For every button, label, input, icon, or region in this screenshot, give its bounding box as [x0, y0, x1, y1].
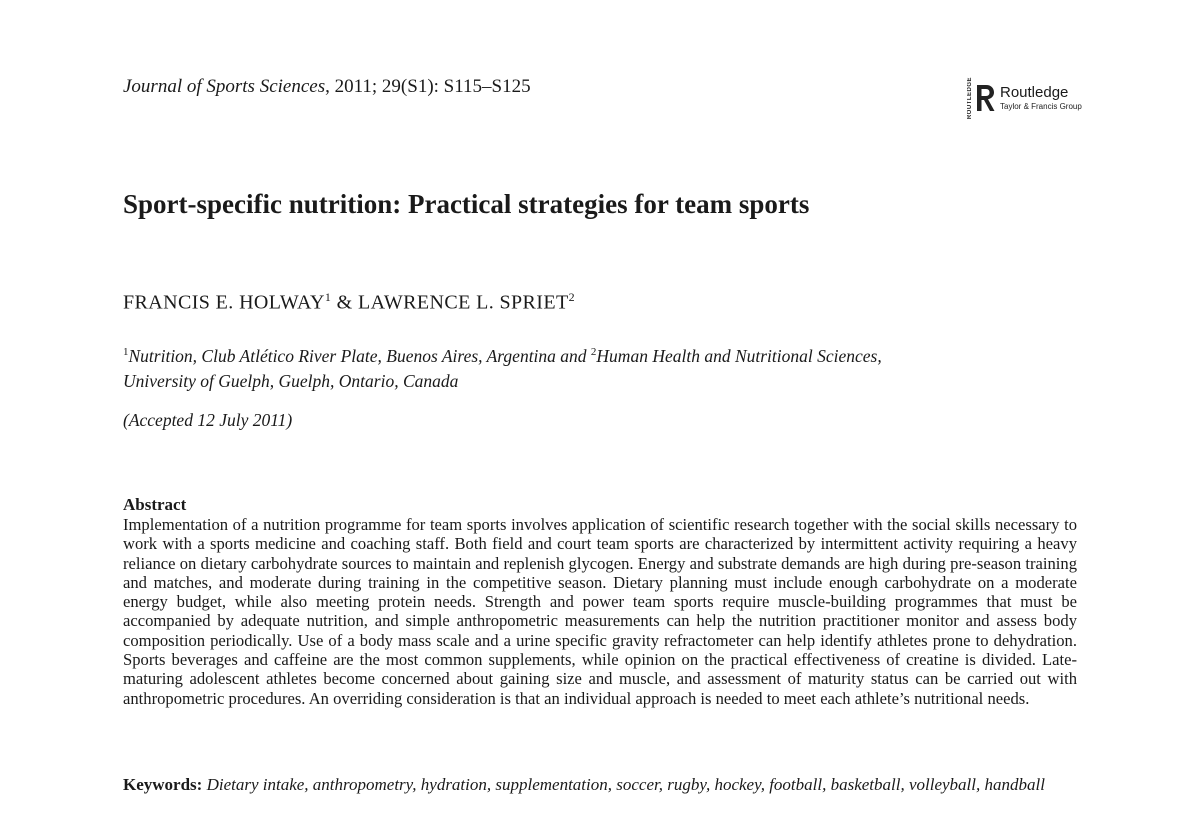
affiliation-marker: 1 [123, 346, 129, 358]
author-affiliation-marker: 1 [324, 290, 332, 304]
publisher-logo [967, 76, 1082, 120]
article-title: Sport-specific nutrition: Practical strategies for team sports [123, 189, 810, 219]
journal-citation [123, 76, 531, 98]
affiliation-text: Nutrition, Club Atlético River Plate, Buenos Aires, Argentina and [128, 345, 591, 366]
abstract-heading: Abstract [123, 495, 187, 514]
affiliation-line-2: University of Guelph, Guelph, Ontario, Canada [123, 370, 459, 391]
author-name: FRANCIS E. HOLWAY [123, 291, 325, 314]
affiliation-text: Human Health and Nutritional Sciences, [596, 345, 882, 366]
routledge-r-icon [974, 83, 996, 113]
accepted-date: (Accepted 12 July 2011) [123, 410, 293, 430]
affiliation-marker: 2 [590, 346, 597, 358]
affiliation-line-1 [123, 340, 1023, 369]
keywords-label: Keywords: [123, 775, 203, 794]
author-separator: & [331, 291, 358, 314]
author-list [123, 290, 575, 315]
logo-subtitle: Taylor & Francis Group [1000, 102, 1082, 111]
journal-name: Journal of Sports Sciences [123, 76, 326, 97]
abstract-text: Implementation of a nutrition programme for team sports involves application of scientific research together with the social skills necessary to work with a sports medicine and coaching staff. Both field and court team sports are characterized by intermittent activity requiring a heavy reliance on dietary carbohydrate sources to maintain and replenish glycogen. Energy and substrate demands are high during pre-season training and matches, and moderate during training in the competitive season. Dietary planning must include enough carbohydrate on a moderate energy budget, while also meeting protein needs. Strength and power team sports require muscle-building programmes that must be accompanied by adequate nutrition, and simple anthropometric measurements can help the nutrition practitioner monitor and assess body composition periodically. Use of a body mass scale and a urine specific gravity refractometer can help identify athletes prone to dehydration. Sports beverages and caffeine are the most common supplements, while opinion on the practical effectiveness of creatine is divided. Late-maturing adolescent athletes become concerned about gaining size and muscle, and assessment of maturity status can be carried out with anthropometric procedures. An overriding consideration is that an individual approach is needed to meet each athlete’s nutritional needs. [123, 515, 1077, 708]
author-affiliation-marker: 2 [568, 290, 575, 304]
citation-details: , 2011; 29(S1): S115–S125 [325, 76, 531, 97]
author-name: LAWRENCE L. SPRIET [358, 291, 569, 314]
logo-brand: Routledge [1000, 84, 1069, 101]
keywords [123, 773, 1077, 796]
affiliations [123, 340, 1023, 394]
logo-vertical-text: ROUTLEDGE [967, 76, 973, 120]
keywords-list: Dietary intake, anthropometry, hydration, supplementation, soccer, rugby, hockey, football, basketball, volleyball, handball [206, 775, 1045, 794]
